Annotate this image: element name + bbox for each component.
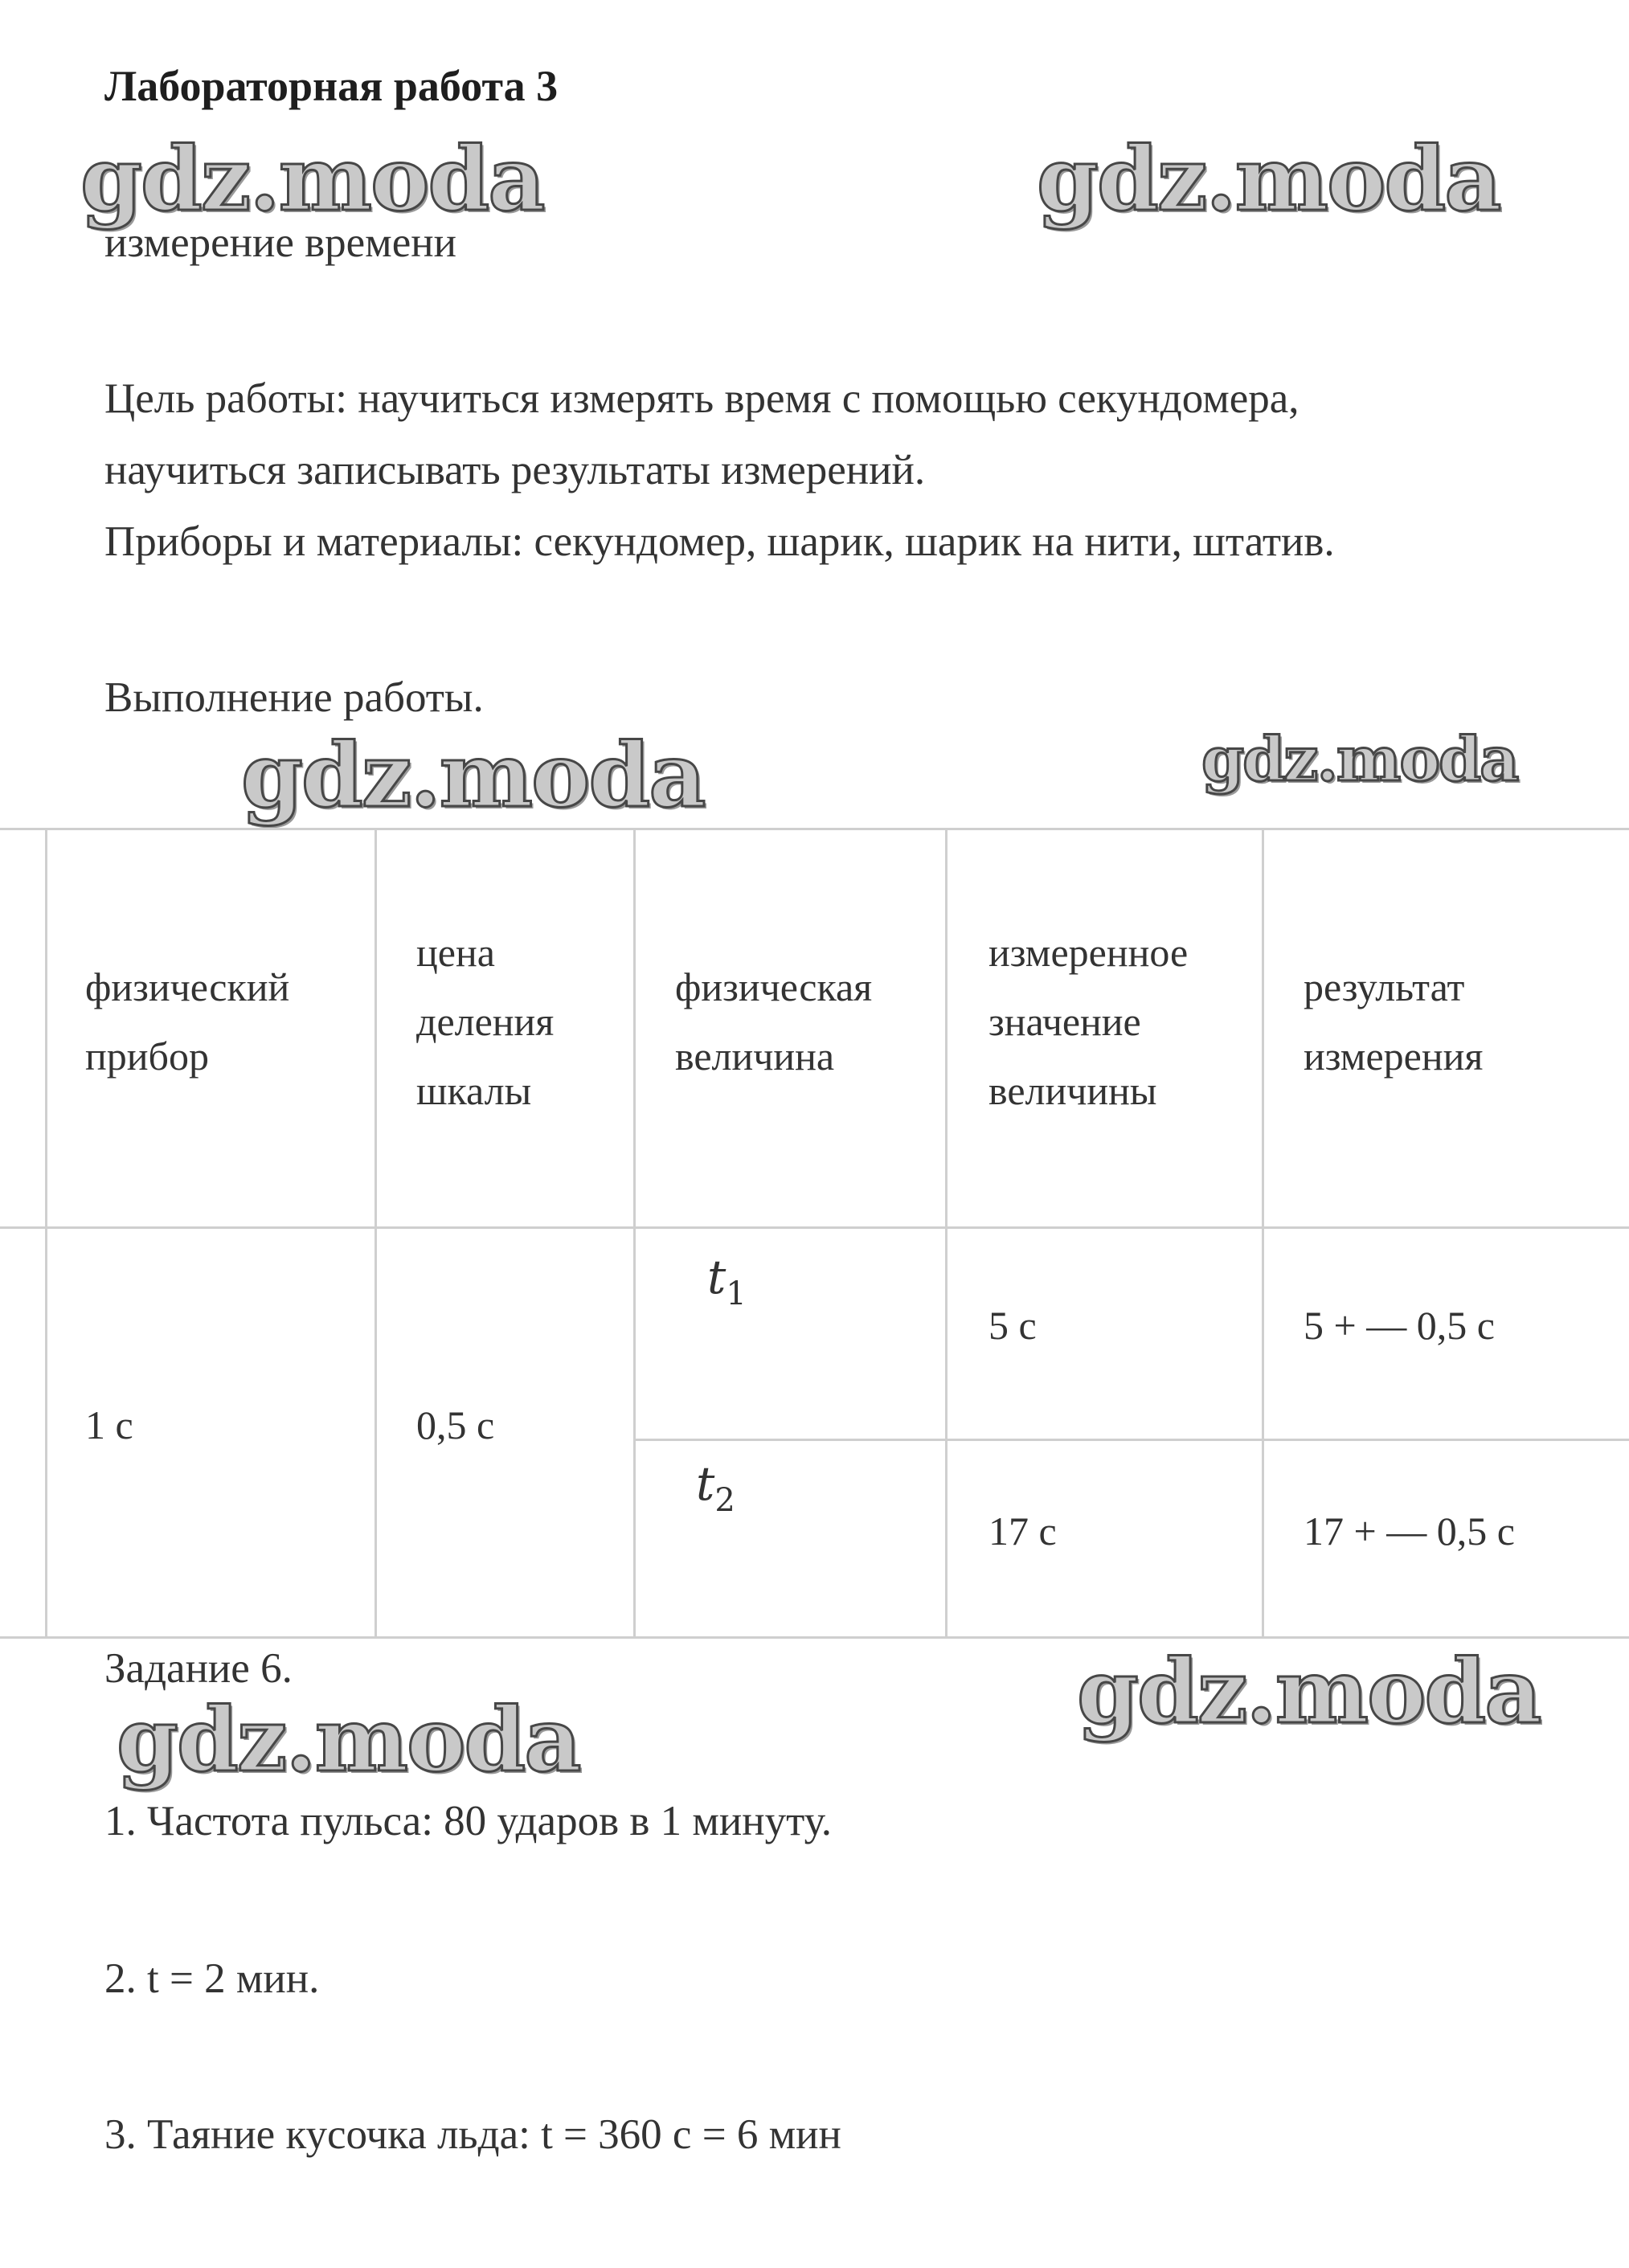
table-border (945, 828, 948, 1639)
watermark: gdz.moda (241, 723, 705, 827)
header-result: результат измерения (1304, 964, 1484, 1079)
cell-result-t2: 17 + — 0,5 с (1304, 1509, 1515, 1554)
table-border (1262, 828, 1264, 1639)
subtitle: измерение времени (104, 219, 456, 266)
cell-device-value: 1 с (85, 1402, 133, 1447)
table-border (375, 828, 377, 1639)
table-border (633, 828, 636, 1639)
task-item-3: 3. Таяние кусочка льда: t = 360 с = 6 мин (104, 2111, 841, 2158)
task-item-2: 2. t = 2 мин. (104, 1955, 320, 2002)
execution-heading: Выполнение работы. (104, 674, 484, 721)
cell-division-value: 0,5 с (416, 1402, 495, 1447)
task-heading: Задание 6. (104, 1645, 293, 1692)
watermark: gdz.moda (1077, 1640, 1541, 1743)
table-border (45, 828, 47, 1639)
header-quantity: физическая величина (675, 964, 873, 1079)
table-border (0, 828, 1629, 830)
header-device: физический прибор (85, 964, 290, 1079)
cell-measured-t1: 5 с (988, 1303, 1037, 1348)
watermark: gdz.moda (117, 1688, 580, 1791)
materials-line: Приборы и материалы: секундомер, шарик, шарик на нити, штатив. (104, 518, 1335, 565)
goal-line-2: научиться записывать результаты измерений. (104, 447, 926, 493)
header-scale-division: цена деления шкалы (416, 930, 555, 1113)
watermark: gdz.moda (80, 127, 544, 231)
table-border (0, 1636, 1629, 1639)
watermark: gdz.moda (1201, 723, 1518, 795)
cell-result-t1: 5 + — 0,5 с (1304, 1303, 1495, 1348)
symbol-t1: $t_1$ (707, 1250, 747, 1312)
goal-line-1: Цель работы: научиться измерять время с помощью секундомера, (104, 375, 1300, 422)
table-border (633, 1439, 1629, 1441)
symbol-t2: $t_2$ (696, 1456, 735, 1519)
header-measured-value: измеренное значение величины (988, 930, 1189, 1113)
task-item-1: 1. Частота пульса: 80 ударов в 1 минуту. (104, 1798, 833, 1844)
page-title: Лабораторная работа 3 (104, 62, 559, 110)
watermark: gdz.moda (1037, 127, 1500, 231)
cell-measured-t2: 17 с (988, 1509, 1057, 1554)
table-border (0, 1226, 1629, 1229)
